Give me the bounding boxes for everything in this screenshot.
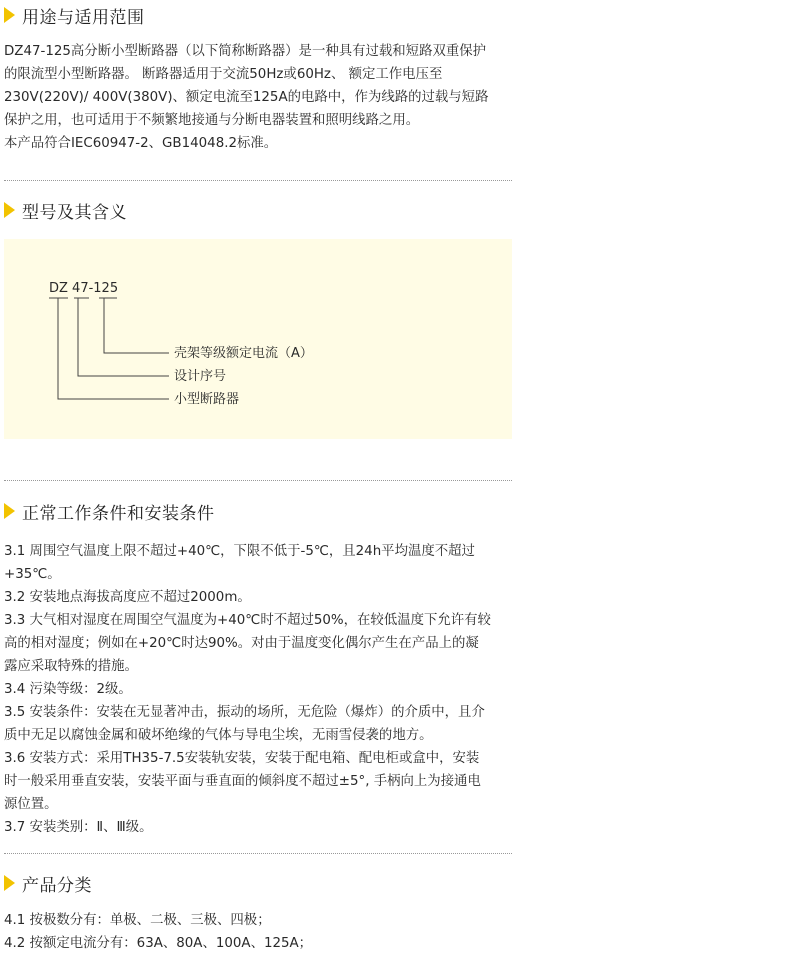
text-line: 高的相对湿度；例如在+20℃时达90%。对由于温度变化偶尔产生在产品上的凝 [4,636,479,651]
section-heading: 用途与适用范围 [22,7,145,28]
text-line: 4.2 按额定电流分有：63A、80A、100A、125A； [4,936,313,951]
text-line: 露应采取特殊的措施。 [4,659,138,674]
text-line: 3.2 安装地点海拔高度应不超过2000m。 [4,590,251,605]
section-title-classification [4,871,92,895]
text-line: 本产品符合IEC60947-2、GB14048.2标准。 [4,136,278,151]
conditions-paragraph [4,540,514,839]
section-divider [4,180,512,181]
section-marker-icon [4,202,15,218]
section-marker-icon [4,875,15,891]
section-divider [4,853,512,854]
section-title-conditions [4,499,215,523]
text-line: 3.1 周围空气温度上限不超过+40℃，下限不低于-5℃，且24h平均温度不超过+35℃。 [4,544,475,582]
text-line: 3.4 污染等级：2级。 [4,682,132,697]
usage-paragraph [4,40,514,155]
leader-line-type [58,298,169,399]
section-title-usage [4,3,145,27]
model-diagram-box [4,239,512,439]
section-marker-icon [4,7,15,23]
leader-line-design [78,298,169,376]
section-title-model [4,198,127,222]
leader-line-current [104,298,169,353]
classification-paragraph [4,909,514,955]
section-heading: 型号及其含义 [22,202,127,223]
section-heading: 产品分类 [22,875,92,896]
label-rated-current: 壳架等级额定电流（A） [174,346,313,361]
text-line: 的限流型小型断路器。 断路器适用于交流50Hz或60Hz、 额定工作电压至 [4,67,443,82]
model-diagram [4,239,512,439]
label-design-number: 设计序号 [174,369,227,384]
text-line: 3.3 大气相对湿度在周围空气温度为+40℃时不超过50%，在较低温度下允许有较 [4,613,491,628]
text-line: 3.6 安装方式：采用TH35-7.5安装轨安装，安装于配电箱、配电柜或盒中，安装 [4,751,480,766]
text-line: 保护之用，也可适用于不频繁地接通与分断电器装置和照明线路之用。 [4,113,420,128]
text-line: 230V(220V)/ 400V(380V)、额定电流至125A的电路中，作为线路的过载与短路 [4,90,489,105]
text-line: 3.7 安装类别：Ⅱ、Ⅲ级。 [4,820,153,835]
text-line: 质中无足以腐蚀金属和破坏绝缘的气体与导电尘埃，无雨雪侵袭的地方。 [4,728,433,743]
model-code: DZ 47-125 [49,281,119,296]
text-line: DZ47-125高分断小型断路器（以下简称断路器）是一种具有过载和短路双重保护 [4,44,487,59]
text-line: 4.1 按极数分有：单极、二极、三极、四极； [4,913,271,928]
section-divider [4,480,512,481]
section-heading: 正常工作条件和安装条件 [22,503,215,524]
text-line: 源位置。 [4,797,58,812]
text-line: 时一般采用垂直安装，安装平面与垂直面的倾斜度不超过±5°, 手柄向上为接通电 [4,774,481,789]
section-marker-icon [4,503,15,519]
text-line: 3.5 安装条件：安装在无显著冲击，振动的场所，无危险（爆炸）的介质中，且介 [4,705,485,720]
label-mcb: 小型断路器 [174,392,240,407]
